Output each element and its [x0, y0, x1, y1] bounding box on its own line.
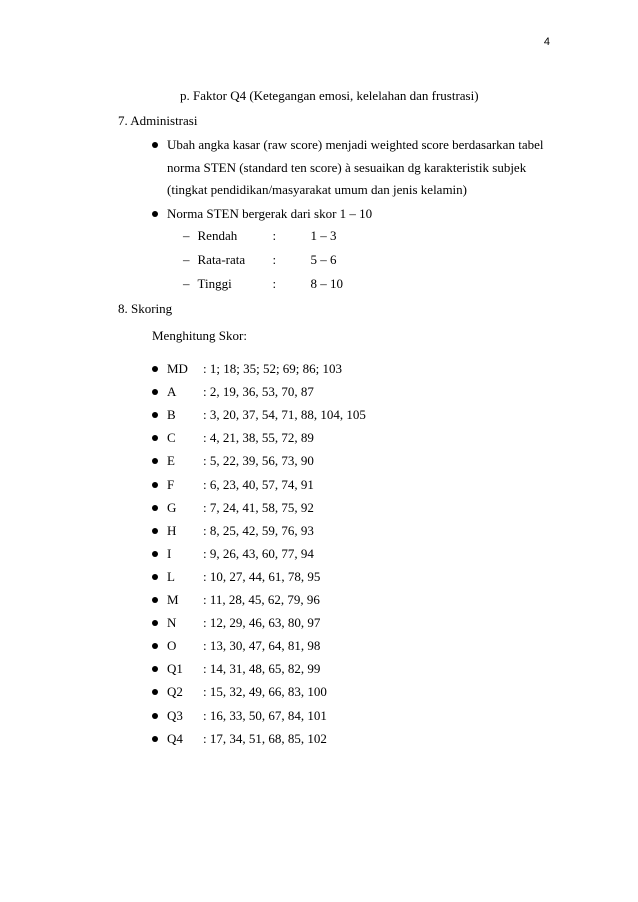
- score-values: : 1; 18; 35; 52; 69; 86; 103: [203, 361, 343, 376]
- sten-range-row: [183, 276, 343, 292]
- bullet-icon: [152, 689, 158, 695]
- score-row-q3: [152, 708, 327, 724]
- admin-bullet-1-line-1: Ubah angka kasar (raw score) menjadi weighted score berdasarkan tabel: [167, 137, 544, 152]
- bullet-icon: [152, 389, 158, 395]
- scoring-subtitle: Menghitung Skor:: [152, 328, 247, 343]
- bullet-icon: [152, 528, 158, 534]
- score-row-f: [152, 477, 314, 493]
- page-number: 4: [543, 36, 550, 48]
- score-values: : 16, 33, 50, 67, 84, 101: [203, 707, 327, 723]
- score-values: : 7, 24, 41, 58, 75, 92: [203, 499, 314, 515]
- score-row-a: [152, 384, 314, 400]
- score-row-m: [152, 592, 320, 608]
- sten-range-value: 8 – 10: [310, 276, 343, 291]
- score-values: : 10, 27, 44, 61, 78, 95: [203, 568, 321, 584]
- score-row-h: [152, 523, 314, 539]
- score-row-l: [152, 569, 320, 585]
- score-key: M: [167, 592, 179, 607]
- score-values: : 9, 26, 43, 60, 77, 94: [203, 545, 314, 561]
- score-row-i: [152, 546, 314, 562]
- section-7-title: 7. Administrasi: [118, 113, 198, 128]
- score-values: : 6, 23, 40, 57, 74, 91: [203, 476, 314, 492]
- bullet-icon: [152, 620, 158, 626]
- bullet-icon: [152, 597, 158, 603]
- score-key: MD: [167, 361, 188, 376]
- bullet-icon: [152, 736, 158, 742]
- score-key: B: [167, 407, 176, 423]
- score-values: : 13, 30, 47, 64, 81, 98: [203, 638, 321, 654]
- admin-bullet-1-line-3: (tingkat pendidikan/masyarakat umum dan jenis kelamin): [167, 182, 468, 197]
- bullet-icon: [152, 643, 158, 649]
- bullet-icon: [152, 366, 158, 372]
- score-key: O: [167, 638, 177, 654]
- score-values: : 11, 28, 45, 62, 79, 96: [203, 592, 320, 607]
- score-row-q1: [152, 661, 320, 677]
- bullet-icon: [152, 574, 158, 580]
- dash-icon: –: [183, 228, 190, 243]
- score-row-c: [152, 430, 314, 446]
- bullet-icon: [152, 435, 158, 441]
- sten-range-value: 5 – 6: [310, 252, 337, 267]
- score-key: Q2: [167, 684, 183, 700]
- score-values: : 15, 32, 49, 66, 83, 100: [203, 684, 327, 700]
- admin-bullet-1: [152, 137, 543, 153]
- score-key: L: [167, 568, 175, 584]
- dash-icon: –: [183, 252, 190, 267]
- sten-range-separator: :: [272, 228, 277, 243]
- score-key: A: [167, 384, 177, 400]
- bullet-icon: [152, 458, 158, 464]
- bullet-icon: [152, 713, 158, 719]
- score-key: H: [167, 522, 177, 538]
- score-row-q4: [152, 731, 327, 747]
- score-row-q2: [152, 684, 327, 700]
- sten-range-value: 1 – 3: [310, 228, 337, 243]
- score-key: G: [167, 499, 177, 515]
- sten-range-row: [183, 252, 337, 268]
- score-key: Q3: [167, 707, 183, 723]
- bullet-icon: [152, 211, 158, 217]
- score-row-md: [152, 361, 342, 377]
- factor-q4-line: p. Faktor Q4 (Ketegangan emosi, kelelahan dan frustrasi): [180, 88, 479, 103]
- dash-icon: –: [183, 276, 190, 291]
- score-key: E: [167, 453, 175, 469]
- bullet-icon: [152, 666, 158, 672]
- sten-range-label: Rendah: [197, 228, 238, 243]
- score-key: I: [167, 545, 172, 561]
- sten-range-separator: :: [272, 252, 277, 267]
- score-row-o: [152, 638, 320, 654]
- score-key: F: [167, 476, 175, 492]
- score-key: Q1: [167, 661, 183, 677]
- sten-range-row: [183, 228, 337, 244]
- score-row-g: [152, 500, 314, 516]
- score-values: : 14, 31, 48, 65, 82, 99: [203, 661, 321, 677]
- bullet-icon: [152, 551, 158, 557]
- section-8-title: 8. Skoring: [118, 301, 173, 316]
- admin-bullet-2-text: Norma STEN bergerak dari skor 1 – 10: [167, 206, 373, 221]
- bullet-icon: [152, 505, 158, 511]
- score-values: : 4, 21, 38, 55, 72, 89: [203, 430, 314, 446]
- score-row-e: [152, 453, 314, 469]
- score-values: : 3, 20, 37, 54, 71, 88, 104, 105: [203, 407, 366, 423]
- score-key: C: [167, 430, 176, 446]
- score-values: : 8, 25, 42, 59, 76, 93: [203, 522, 314, 538]
- score-row-b: [152, 407, 366, 423]
- bullet-icon: [152, 412, 158, 418]
- admin-bullet-2: [152, 206, 372, 222]
- bullet-icon: [152, 482, 158, 488]
- admin-bullet-1-line-2: norma STEN (standard ten score) à sesuaikan dg karakteristik subjek: [167, 160, 527, 175]
- sten-range-separator: :: [272, 276, 277, 291]
- bullet-icon: [152, 142, 158, 148]
- score-row-n: [152, 615, 320, 631]
- score-values: : 5, 22, 39, 56, 73, 90: [203, 453, 314, 469]
- score-key: Q4: [167, 730, 183, 746]
- score-values: : 12, 29, 46, 63, 80, 97: [203, 615, 321, 631]
- sten-range-label: Tinggi: [197, 276, 232, 291]
- sten-range-label: Rata-rata: [197, 252, 246, 267]
- score-values: : 17, 34, 51, 68, 85, 102: [203, 730, 327, 746]
- score-values: : 2, 19, 36, 53, 70, 87: [203, 384, 314, 400]
- score-key: N: [167, 615, 177, 631]
